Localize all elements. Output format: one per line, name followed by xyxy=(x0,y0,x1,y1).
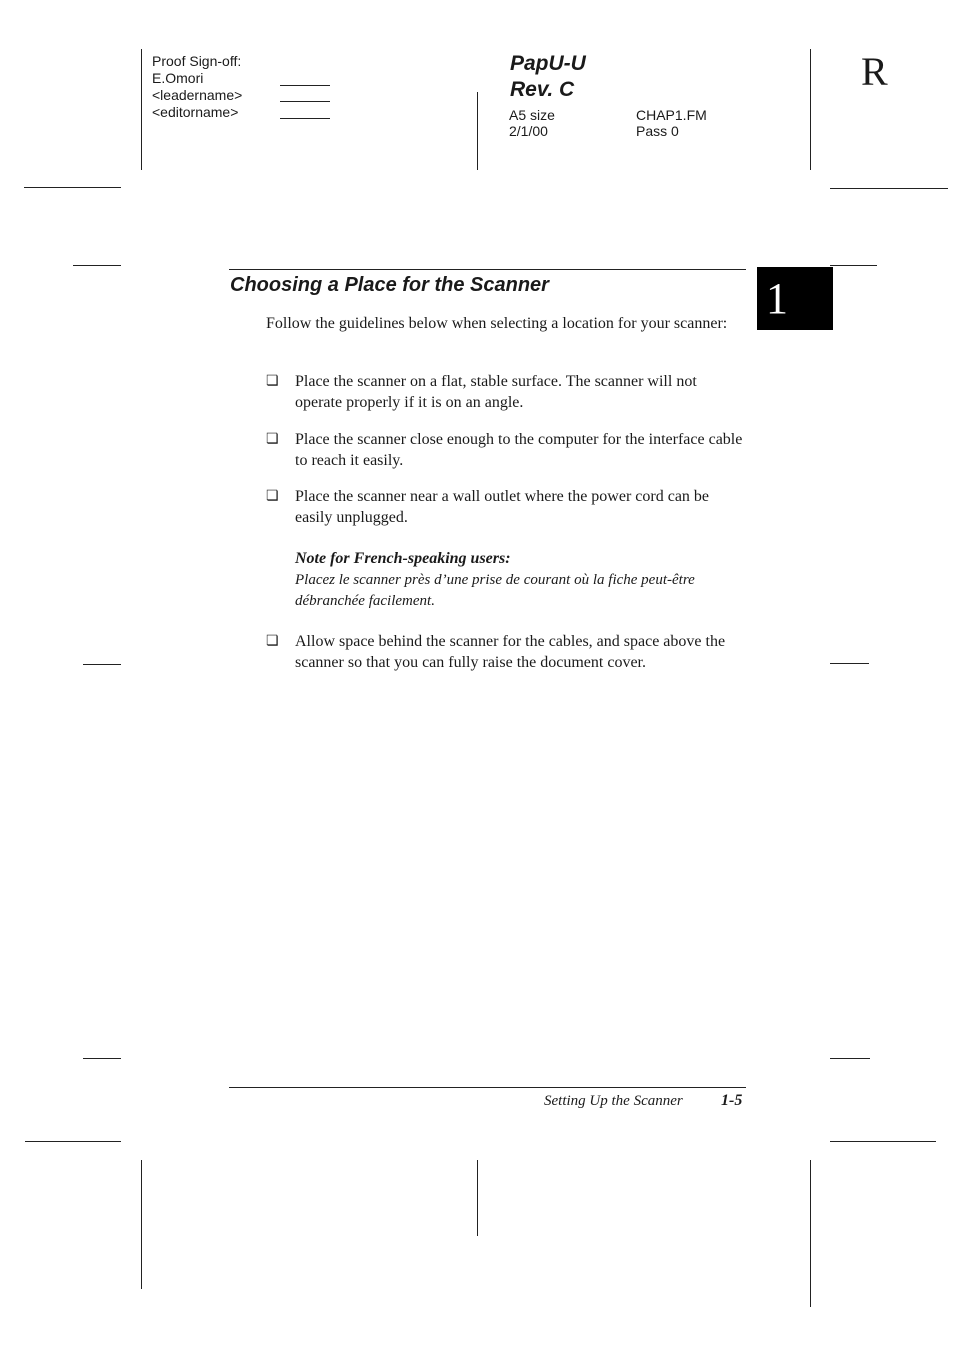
page-number: 1-5 xyxy=(721,1092,743,1109)
footer-rule xyxy=(229,1087,746,1088)
proof-name-3: <editorname> xyxy=(152,104,239,120)
paper-size: A5 size xyxy=(509,107,555,123)
signoff-blank-1 xyxy=(280,85,330,86)
product-name: PapU-U xyxy=(510,52,586,75)
list-item: Place the scanner close enough to the computer for the interface cable to reach it easily. xyxy=(295,431,743,469)
trim-mark-bottom-right xyxy=(830,1058,870,1059)
checkbox-bullet-icon: ❏ xyxy=(266,432,279,447)
checkbox-bullet-icon: ❏ xyxy=(266,374,279,389)
crop-mark-bottom-right xyxy=(830,1141,936,1142)
product-revision: Rev. C xyxy=(510,78,575,101)
note-body: Placez le scanner près d’une prise de courant où la fiche peut-être débranchée facilement. xyxy=(295,571,695,609)
footer-rule-middle xyxy=(477,1160,478,1236)
signoff-blank-3 xyxy=(280,118,330,119)
proof-name-2: <leadername> xyxy=(152,87,243,103)
crop-mark-top-left xyxy=(24,187,121,188)
proof-name-1: E.Omori xyxy=(152,70,204,86)
trim-mark-top-left xyxy=(73,265,121,266)
signoff-blank-2 xyxy=(280,101,330,102)
french-note xyxy=(295,549,747,612)
chapter-tab xyxy=(757,267,833,330)
list-item: Place the scanner on a flat, stable surface. The scanner will not operate properly if it is on an angle. xyxy=(295,373,697,411)
footer-rule-right xyxy=(810,1160,811,1307)
section-heading: Choosing a Place for the Scanner xyxy=(230,274,549,296)
corner-mark: R xyxy=(861,49,888,94)
trim-mark-mid-left xyxy=(83,664,121,665)
proof-signoff-block xyxy=(152,53,242,121)
intro-paragraph: Follow the guidelines below when selecting a location for your scanner: xyxy=(266,315,728,332)
header-rule-left xyxy=(141,49,142,170)
crop-mark-top-right xyxy=(830,188,948,189)
crop-mark-bottom-left xyxy=(25,1141,121,1142)
print-date: 2/1/00 xyxy=(509,123,548,139)
list-item: Place the scanner near a wall outlet where the power cord can be easily unplugged. xyxy=(295,488,710,526)
proof-signoff-label: Proof Sign-off: xyxy=(152,53,242,69)
trim-mark-bottom-left xyxy=(83,1058,121,1059)
chapter-number: 1 xyxy=(766,274,788,323)
checkbox-bullet-icon: ❏ xyxy=(266,634,279,649)
heading-rule xyxy=(229,269,746,270)
product-title xyxy=(510,51,586,103)
trim-mark-mid-right xyxy=(830,663,869,664)
footer-chapter-title: Setting Up the Scanner xyxy=(544,1093,683,1109)
file-name: CHAP1.FM xyxy=(636,107,707,123)
checkbox-bullet-icon: ❏ xyxy=(266,489,279,504)
trim-mark-top-right xyxy=(830,265,877,266)
footer-rule-left xyxy=(141,1160,142,1289)
header-rule-middle xyxy=(477,92,478,170)
note-title: Note for French-speaking users: xyxy=(295,550,511,567)
pass-number: Pass 0 xyxy=(636,123,679,139)
list-item: Allow space behind the scanner for the cables, and space above the scanner so that you can fully raise the document cover. xyxy=(295,633,726,671)
header-rule-right xyxy=(810,49,811,170)
